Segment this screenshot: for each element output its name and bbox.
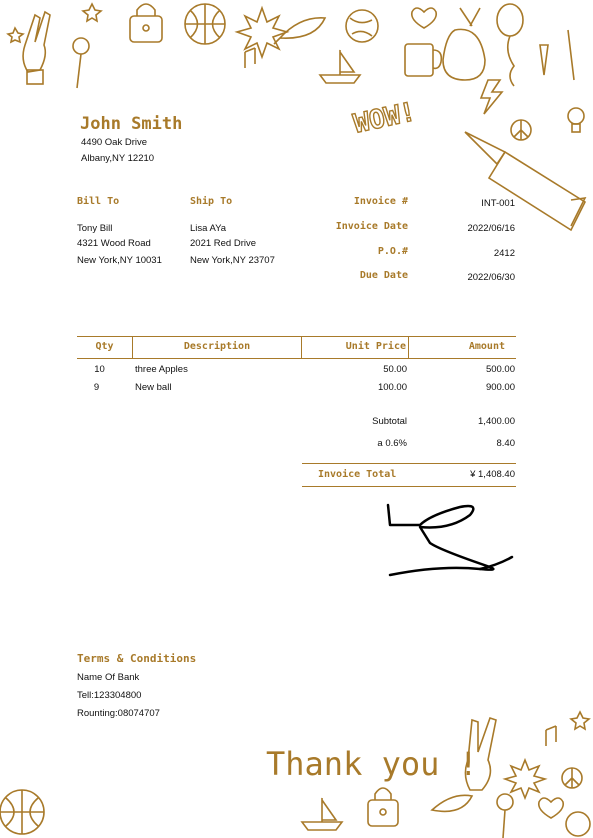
splash-bottom-icon — [505, 760, 545, 798]
row-qty: 10 — [94, 364, 105, 375]
subtotal-label: Subtotal — [372, 416, 407, 427]
table-header-rule — [77, 358, 516, 359]
due-date-label: Due Date — [359, 270, 408, 281]
row-amount: 500.00 — [485, 364, 515, 375]
sender-address-line2: Albany,NY 12210 — [81, 153, 155, 164]
subtotal-value: 1,400.00 — [478, 416, 515, 427]
sender-name: John Smith — [80, 114, 183, 134]
invoice-date-label: Invoice Date — [335, 221, 408, 232]
small-star-icon — [83, 4, 101, 21]
signature — [380, 495, 520, 585]
sun-splash-icon — [237, 8, 287, 57]
row-description: New ball — [135, 382, 172, 393]
pen-brush-icon — [540, 30, 574, 80]
row-qty: 9 — [93, 382, 100, 393]
terms-line-tel: Tell:123304800 — [77, 690, 142, 701]
po-value: 2412 — [493, 248, 515, 259]
music-note-icon — [245, 48, 255, 68]
leaf-icon — [274, 18, 325, 44]
invoice-total-label: Invoice Total — [318, 469, 397, 480]
ship-to-address2: New York,NY 23707 — [190, 255, 275, 266]
ship-to-label: Ship To — [190, 196, 233, 207]
tax-label: a 0.6% — [377, 438, 407, 449]
bill-to-label: Bill To — [77, 196, 120, 207]
leaf-bottom-icon — [432, 795, 472, 811]
row-unit-price: 100.00 — [377, 382, 407, 393]
column-header-qty: Qty — [95, 341, 114, 352]
sailboat-icon — [320, 50, 360, 83]
thank-you-text: Thank you ! — [266, 745, 478, 783]
bill-to-address2: New York,NY 10031 — [77, 255, 162, 266]
svg-text:WOW!: WOW! — [350, 97, 419, 140]
music-note-bottom-icon — [546, 726, 556, 746]
heart-icon — [412, 8, 437, 28]
terms-line-routing: Rounting:08074707 — [77, 708, 160, 719]
basketball-bottom-icon — [0, 790, 44, 834]
row-unit-price: 50.00 — [383, 364, 407, 375]
column-header-description: Description — [183, 341, 251, 352]
lightning-icon — [481, 80, 502, 114]
lollipop-bottom-icon — [497, 794, 513, 838]
invoice-number-value: INT-001 — [481, 198, 515, 209]
basketball-icon — [185, 4, 225, 44]
total-top-rule — [302, 463, 516, 464]
peace-sign-bottom-icon — [562, 768, 582, 788]
invoice-number-label: Invoice # — [353, 196, 408, 207]
balloon-icon — [497, 4, 523, 86]
bill-to-name: Tony Bill — [77, 223, 113, 234]
row-amount: 900.00 — [485, 382, 515, 393]
heart-bottom-icon — [539, 798, 564, 818]
lightbulb-icon — [568, 108, 584, 132]
due-date-value: 2022/06/30 — [467, 272, 515, 283]
peace-sign-icon — [511, 120, 531, 140]
invoice-date-value: 2022/06/16 — [467, 223, 515, 234]
padlock-icon — [130, 4, 162, 42]
globe-bottom-icon — [566, 812, 590, 836]
pencil-icon — [465, 132, 585, 230]
peace-hand-icon — [23, 12, 50, 84]
terms-line-bank: Name Of Bank — [77, 672, 140, 683]
lollipop-icon — [73, 38, 89, 88]
star-bottom-icon — [571, 712, 589, 729]
ship-to-name: Lisa AYa — [190, 223, 227, 234]
column-header-unit-price: Unit Price — [345, 341, 406, 352]
sender-address-line1: 4490 Oak Drive — [81, 137, 148, 148]
ship-to-address1: 2021 Red Drive — [190, 238, 257, 249]
bill-to-address1: 4321 Wood Road — [77, 238, 151, 249]
table-top-rule — [77, 336, 516, 337]
tax-value: 8.40 — [496, 438, 515, 449]
star-outline-icon — [8, 28, 23, 42]
row-description: three Apples — [135, 364, 188, 375]
po-label: P.O.# — [377, 246, 408, 257]
money-bag-icon — [443, 8, 485, 80]
globe-icon — [346, 10, 378, 42]
wow-text — [351, 97, 418, 139]
padlock-bottom-icon — [368, 788, 398, 826]
coffee-mug-icon — [405, 44, 441, 76]
total-bottom-rule — [302, 486, 516, 487]
terms-title: Terms & Conditions — [77, 652, 197, 665]
invoice-total-value: ¥ 1,408.40 — [470, 469, 515, 480]
column-header-amount: Amount — [468, 341, 505, 352]
sailboat-bottom-icon — [302, 798, 342, 830]
